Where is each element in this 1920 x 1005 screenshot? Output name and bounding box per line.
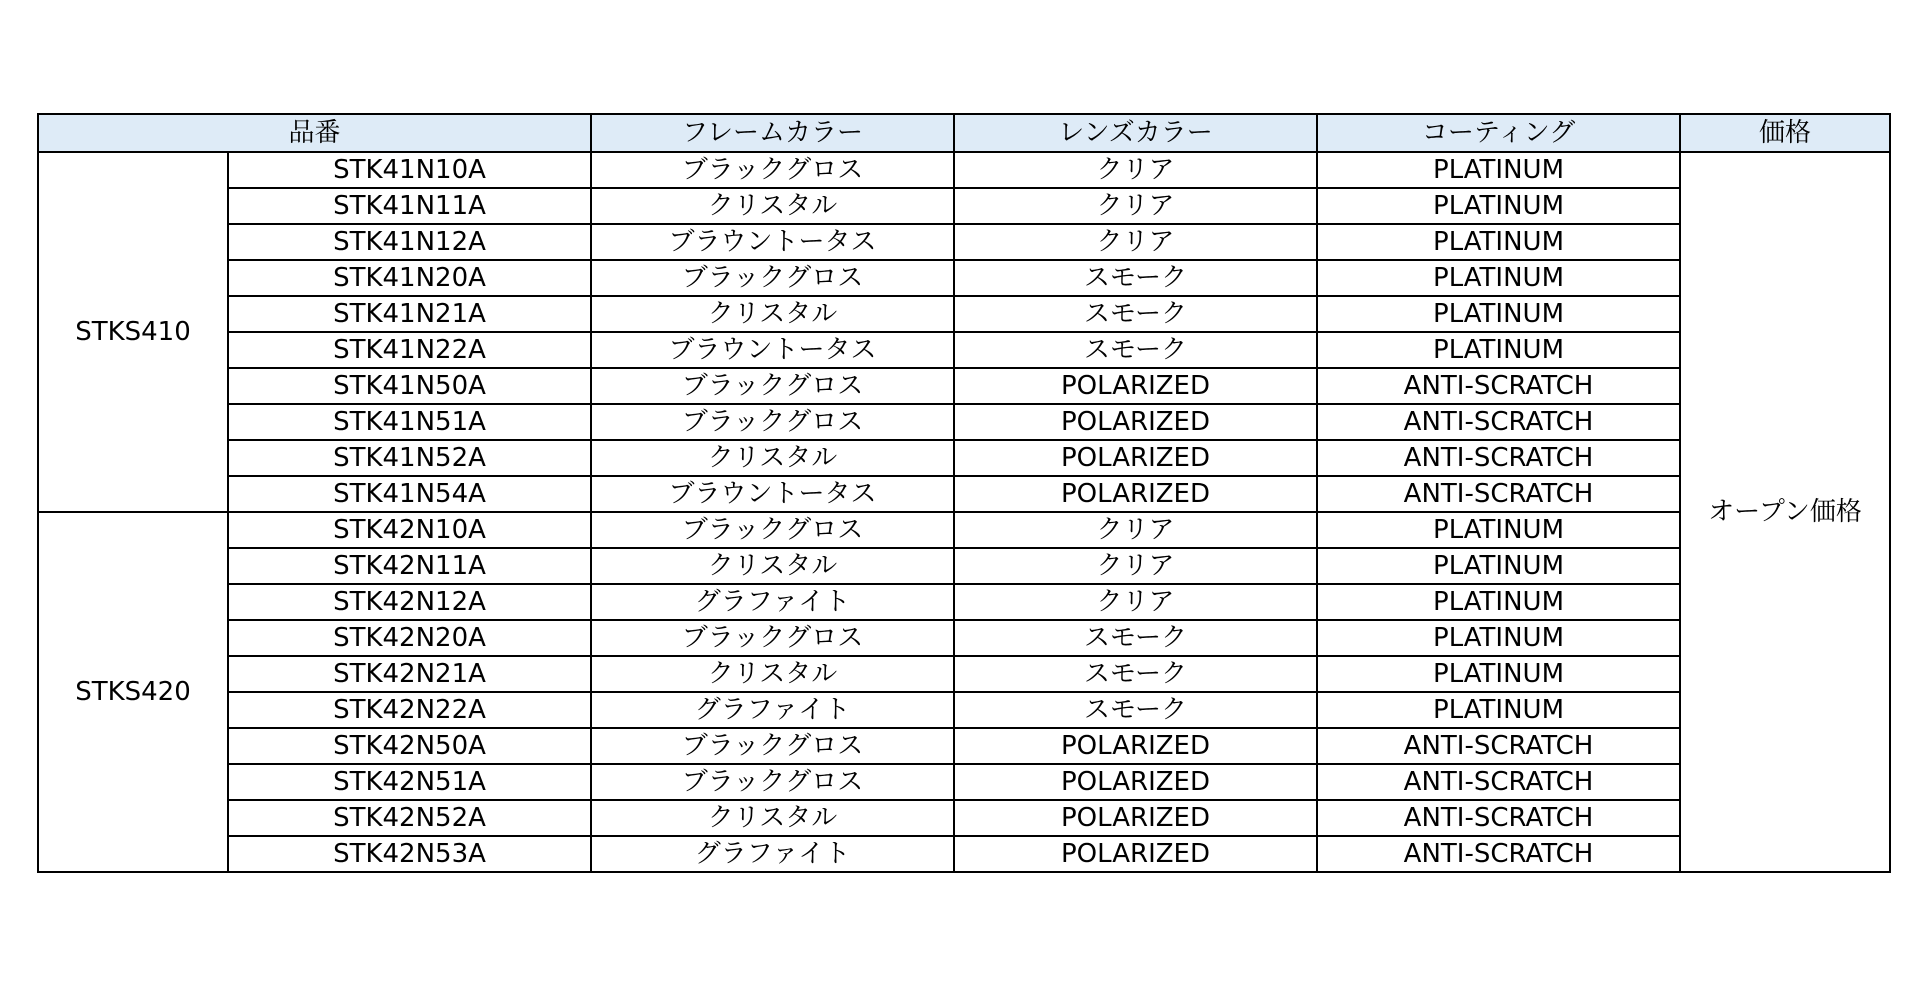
model-cell: STK41N20A [228,260,591,296]
coating-cell: PLATINUM [1317,188,1680,224]
frame-color-cell: ブラックグロス [591,620,954,656]
table-row [38,332,1890,368]
lens-color-cell: POLARIZED [954,764,1317,800]
frame-color-cell: ブラウントータス [591,224,954,260]
coating-cell: PLATINUM [1317,692,1680,728]
model-cell: STK42N20A [228,620,591,656]
frame-color-cell: グラファイト [591,584,954,620]
table-row [38,296,1890,332]
table-row [38,728,1890,764]
table-row [38,368,1890,404]
lens-color-cell: POLARIZED [954,836,1317,872]
frame-color-cell: ブラックグロス [591,512,954,548]
lens-color-cell: POLARIZED [954,728,1317,764]
table-row [38,152,1890,188]
lens-color-cell: POLARIZED [954,440,1317,476]
coating-cell: PLATINUM [1317,224,1680,260]
table-body [38,152,1890,872]
lens-color-cell: POLARIZED [954,368,1317,404]
model-cell: STK41N10A [228,152,591,188]
model-cell: STK41N12A [228,224,591,260]
model-cell: STK41N54A [228,476,591,512]
series-cell: STKS420 [38,512,228,872]
coating-cell: PLATINUM [1317,620,1680,656]
table-row [38,584,1890,620]
coating-cell: PLATINUM [1317,548,1680,584]
product-spec-table [37,113,1891,873]
coating-cell: PLATINUM [1317,584,1680,620]
frame-color-cell: ブラックグロス [591,260,954,296]
model-cell: STK42N21A [228,656,591,692]
table-row [38,512,1890,548]
lens-color-cell: スモーク [954,260,1317,296]
coating-cell: ANTI-SCRATCH [1317,836,1680,872]
coating-cell: ANTI-SCRATCH [1317,368,1680,404]
table-row [38,764,1890,800]
table-row [38,224,1890,260]
model-cell: STK42N10A [228,512,591,548]
frame-color-cell: ブラウントータス [591,476,954,512]
frame-color-cell: グラファイト [591,836,954,872]
frame-color-cell: ブラウントータス [591,332,954,368]
model-cell: STK41N50A [228,368,591,404]
coating-cell: PLATINUM [1317,152,1680,188]
table-row [38,188,1890,224]
coating-cell: PLATINUM [1317,512,1680,548]
model-cell: STK42N53A [228,836,591,872]
model-cell: STK41N11A [228,188,591,224]
header-price: 価格 [1680,114,1890,152]
frame-color-cell: クリスタル [591,440,954,476]
model-cell: STK41N52A [228,440,591,476]
frame-color-cell: ブラックグロス [591,404,954,440]
coating-cell: PLATINUM [1317,260,1680,296]
coating-cell: ANTI-SCRATCH [1317,764,1680,800]
header-part-number: 品番 [38,114,591,152]
table-row [38,548,1890,584]
model-cell: STK42N51A [228,764,591,800]
frame-color-cell: ブラックグロス [591,764,954,800]
lens-color-cell: POLARIZED [954,800,1317,836]
table-row [38,620,1890,656]
header-coating: コーティング [1317,114,1680,152]
table-row [38,404,1890,440]
frame-color-cell: クリスタル [591,188,954,224]
coating-cell: PLATINUM [1317,656,1680,692]
lens-color-cell: クリア [954,548,1317,584]
coating-cell: ANTI-SCRATCH [1317,800,1680,836]
model-cell: STK41N51A [228,404,591,440]
coating-cell: ANTI-SCRATCH [1317,728,1680,764]
model-cell: STK42N22A [228,692,591,728]
lens-color-cell: クリア [954,152,1317,188]
model-cell: STK41N21A [228,296,591,332]
lens-color-cell: POLARIZED [954,404,1317,440]
frame-color-cell: ブラックグロス [591,152,954,188]
coating-cell: ANTI-SCRATCH [1317,440,1680,476]
frame-color-cell: グラファイト [591,692,954,728]
model-cell: STK42N50A [228,728,591,764]
coating-cell: ANTI-SCRATCH [1317,476,1680,512]
frame-color-cell: クリスタル [591,800,954,836]
table-row [38,476,1890,512]
lens-color-cell: スモーク [954,296,1317,332]
frame-color-cell: クリスタル [591,548,954,584]
price-cell: オープン価格 [1680,152,1890,872]
frame-color-cell: クリスタル [591,296,954,332]
lens-color-cell: POLARIZED [954,476,1317,512]
lens-color-cell: スモーク [954,656,1317,692]
lens-color-cell: クリア [954,188,1317,224]
lens-color-cell: スモーク [954,332,1317,368]
frame-color-cell: ブラックグロス [591,728,954,764]
model-cell: STK42N52A [228,800,591,836]
coating-cell: PLATINUM [1317,296,1680,332]
coating-cell: ANTI-SCRATCH [1317,404,1680,440]
lens-color-cell: クリア [954,512,1317,548]
frame-color-cell: ブラックグロス [591,368,954,404]
table-row [38,692,1890,728]
series-cell: STKS410 [38,152,228,512]
lens-color-cell: スモーク [954,620,1317,656]
table-row [38,656,1890,692]
table-row [38,800,1890,836]
lens-color-cell: クリア [954,584,1317,620]
lens-color-cell: スモーク [954,692,1317,728]
model-cell: STK41N22A [228,332,591,368]
table-row [38,836,1890,872]
table-row [38,260,1890,296]
coating-cell: PLATINUM [1317,332,1680,368]
table-row [38,440,1890,476]
frame-color-cell: クリスタル [591,656,954,692]
header-row [38,114,1890,152]
lens-color-cell: クリア [954,224,1317,260]
model-cell: STK42N11A [228,548,591,584]
model-cell: STK42N12A [228,584,591,620]
header-frame-color: フレームカラー [591,114,954,152]
header-lens-color: レンズカラー [954,114,1317,152]
